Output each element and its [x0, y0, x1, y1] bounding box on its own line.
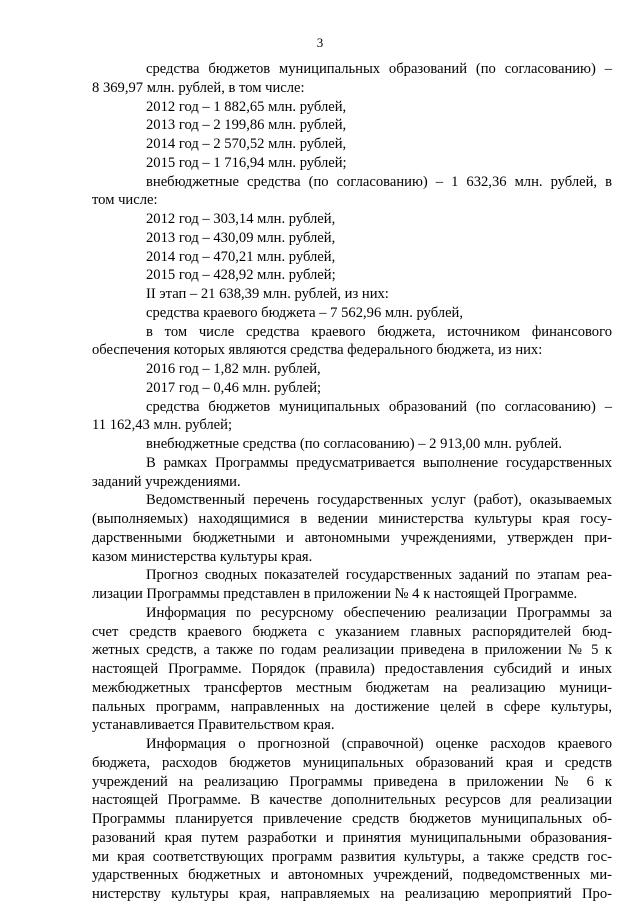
text-line: казом министерства культуры края.: [92, 548, 313, 565]
text-line: счет средств краевого бюджета с указанием главных распорядителей бюд-: [92, 623, 612, 640]
text-line: заданий учреждениями.: [92, 473, 241, 490]
text-line: нистерству культуры края, направляемых на реализацию мероприятий Про-: [92, 886, 612, 902]
text-line: 2012 год – 1 882,65 млн. рублей,: [146, 98, 347, 115]
text-line: 2014 год – 470,21 млн. рублей,: [146, 248, 336, 265]
text-line: Ведомственный перечень государственных услуг (работ), оказываемых: [146, 492, 612, 509]
text-line: 8 369,97 млн. рублей, в том числе:: [92, 79, 305, 96]
text-line: настоящей Программе. В качестве дополнительных ресурсов для реализации: [92, 792, 612, 809]
text-line: 2016 год – 1,82 млн. рублей,: [146, 361, 321, 377]
text-line: средства краевого бюджета – 7 562,96 млн. рублей,: [146, 304, 464, 321]
text-line: бюджета, расходов бюджетов муниципальных образований края и средств: [92, 754, 612, 771]
text-line: средства бюджетов муниципальных образований (по согласованию) –: [146, 398, 612, 415]
text-line: (выполняемых) находящимися в ведении министерства культуры края госу-: [92, 511, 612, 527]
text-line: Информация о прогнозной (справочной) оценке расходов краевого: [146, 736, 612, 752]
text-line: ударственных бюджетных и автономных учреждений, подведомственных ми-: [92, 867, 612, 884]
text-line: Программы планируется привлечение средств бюджетов муниципальных об-: [92, 811, 612, 827]
text-line: обеспечения которых являются средства федерального бюджета, из них:: [92, 342, 543, 359]
text-line: 2017 год – 0,46 млн. рублей;: [146, 379, 322, 396]
text-line: лизации Программы представлен в приложении № 4 к настоящей Программе.: [92, 586, 578, 602]
text-line: межбюджетных трансфертов местным бюджетам на реализацию муници-: [92, 679, 612, 696]
text-line: II этап – 21 638,39 млн. рублей, из них:: [146, 286, 389, 302]
text-line: учреждений на реализацию Программы приведена в приложении № 6 к: [92, 773, 612, 790]
text-line: 2015 год – 1 716,94 млн. рублей;: [146, 154, 347, 171]
text-line: внебюджетные средства (по согласованию) – 2 913,00 млн. рублей.: [146, 436, 562, 452]
text-line: 2014 год – 2 570,52 млн. рублей,: [146, 136, 347, 152]
text-line: Прогноз сводных показателей государственных заданий по этапам реа-: [146, 567, 612, 584]
text-line: средства бюджетов муниципальных образований (по согласованию) –: [146, 61, 612, 77]
text-line: пальных программ, направленных на достижение целей в сфере культуры,: [92, 698, 612, 715]
text-line: устанавливается Правительством края.: [92, 717, 335, 734]
text-line: внебюджетные средства (по согласованию) – 1 632,36 млн. рублей, в: [146, 173, 612, 190]
page-number: 3: [316, 35, 324, 50]
text-line: дарственными бюджетными и автономными учреждениями, утвержден при-: [92, 529, 612, 546]
text-line: 11 162,43 млн. рублей;: [92, 417, 233, 434]
text-line: 2015 год – 428,92 млн. рублей;: [146, 267, 336, 284]
text-line: 2013 год – 2 199,86 млн. рублей,: [146, 117, 347, 134]
text-line: жетных средств, а также по годам реализации приведена в приложении № 5 к: [92, 642, 612, 659]
text-line: 2013 год – 430,09 млн. рублей,: [146, 229, 336, 246]
text-line: В рамках Программы предусматривается выполнение государственных: [146, 454, 612, 471]
text-line: том числе:: [92, 192, 158, 209]
text-line: Информация по ресурсному обеспечению реализации Программы за: [146, 604, 612, 621]
body-text: [92, 60, 612, 904]
text-line: 2012 год – 303,14 млн. рублей,: [146, 211, 336, 227]
text-line: ми края соответствующих программ развития культуры, а также средств гос-: [92, 848, 612, 865]
text-line: настоящей Программе. Порядок (правила) предоставления субсидий и иных: [92, 661, 612, 677]
text-line: в том числе средства краевого бюджета, источником финансового: [146, 323, 612, 340]
text-line: разований края путем разработки и принятия муниципальными образования-: [92, 829, 612, 846]
